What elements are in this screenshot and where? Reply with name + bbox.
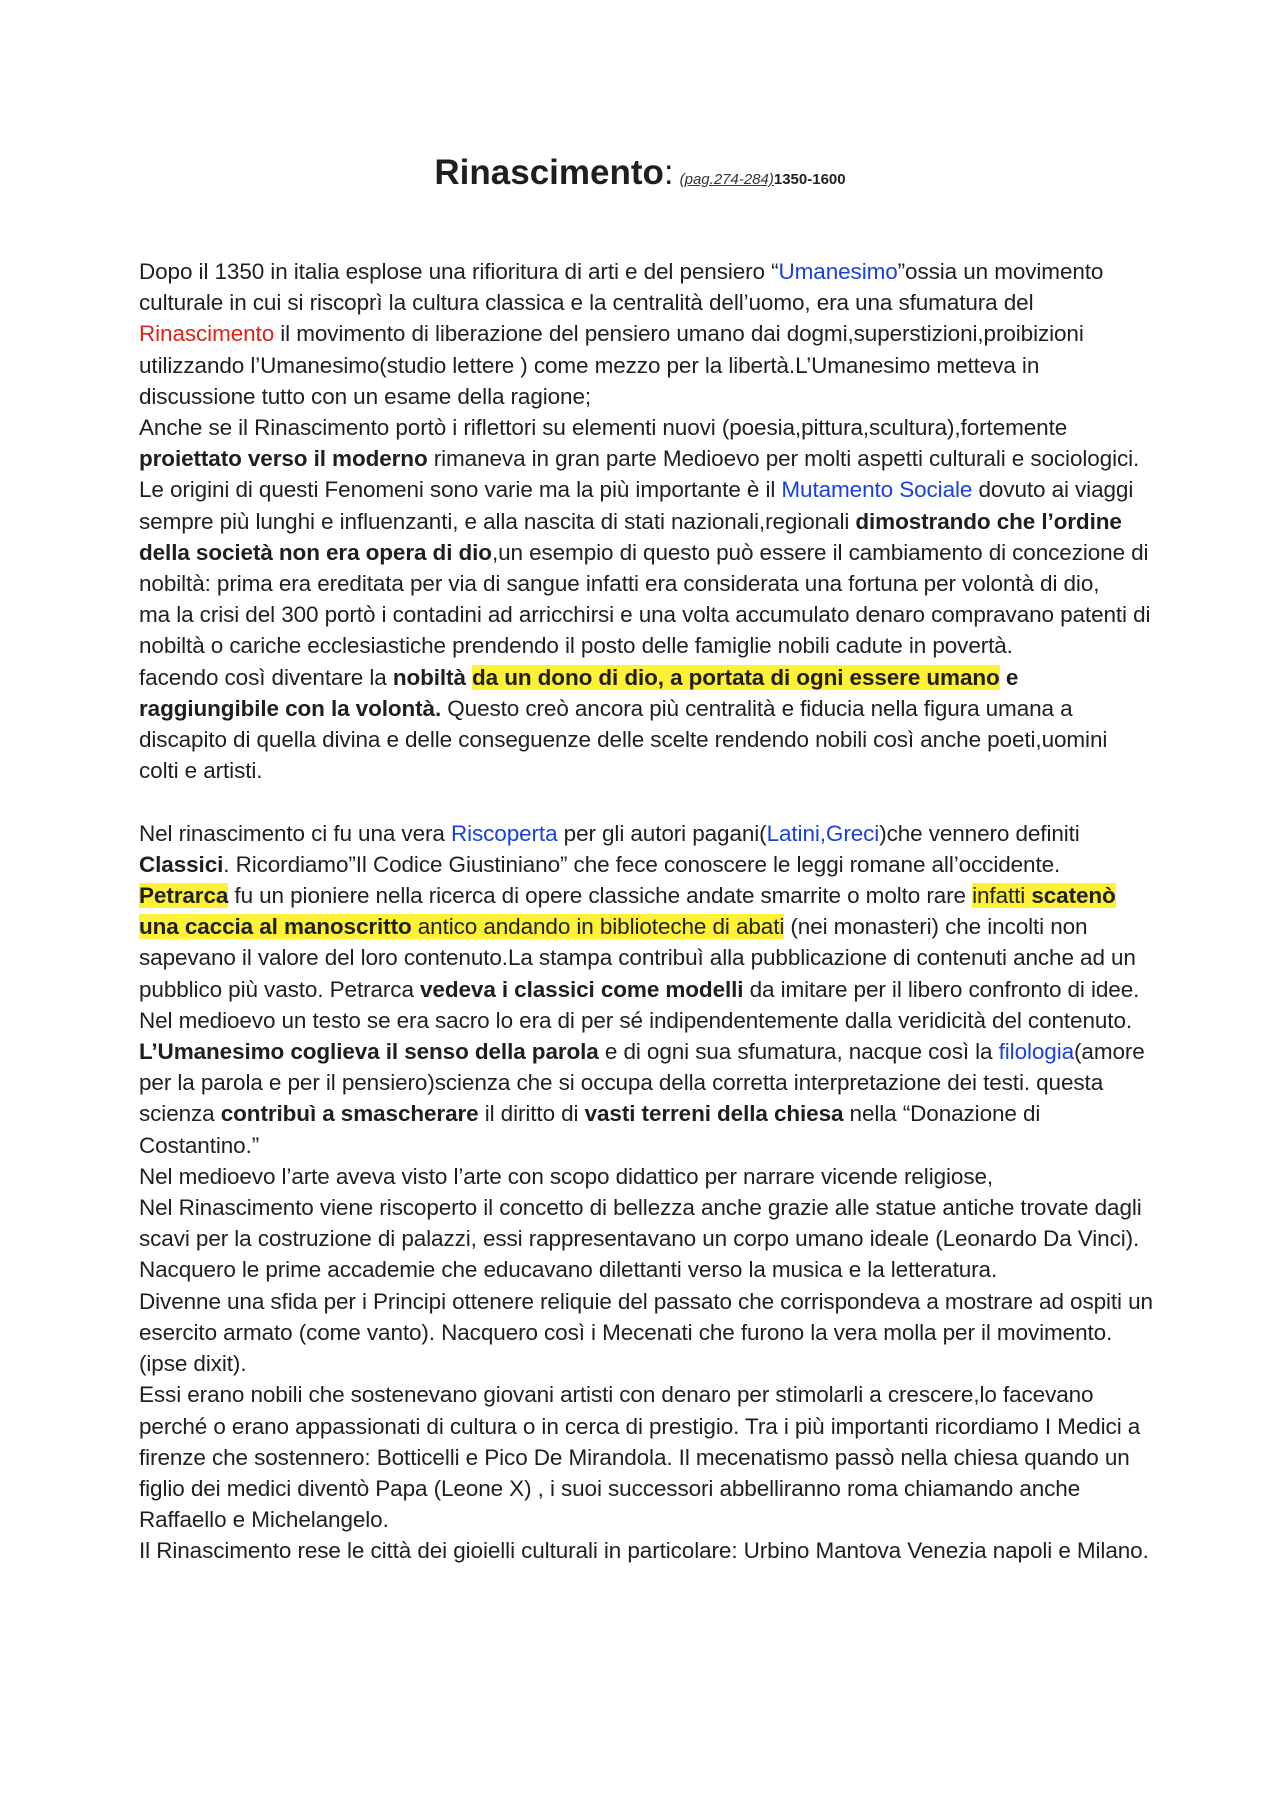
text-line: discapito di quella divina e delle conseguenze delle scelte rendendo nobili così anche poeti,uomini <box>139 727 1108 753</box>
keyword-rinascimento: Rinascimento <box>139 321 275 347</box>
text-line: Essi erano nobili che sostenevano giovani artisti con denaro per stimolarli a crescere,lo facevano <box>139 1382 1094 1408</box>
text-line: Il Rinascimento rese le città dei gioielli culturali in particolare: Urbino Mantova Venezia napoli e Milano. <box>139 1538 1149 1564</box>
text-line: colti e artisti. <box>139 758 263 784</box>
paragraph-gap <box>139 786 1219 817</box>
keyword-riscoperta: Riscoperta <box>450 820 558 846</box>
keyword-filologia: filologia <box>998 1039 1075 1065</box>
keyword-latini-greci: Latini,Greci <box>766 820 880 846</box>
text-line: Raffaello e Michelangelo. <box>139 1507 389 1533</box>
text-line: L’Umanesimo coglieva il senso della parola e di ogni sua sfumatura, nacque così la filologia(amore <box>139 1039 1145 1065</box>
highlight-text: una caccia al manoscritto <box>139 914 412 940</box>
text-line: Nel Rinascimento viene riscoperto il concetto di bellezza anche grazie alle statue antiche trovate dagli <box>139 1195 1142 1221</box>
text-line: figlio dei medici diventò Papa (Leone X) , i suoi successori abbelliranno roma chiamando anche <box>139 1475 1081 1501</box>
text-line: Nel rinascimento ci fu una vera Riscoperta per gli autori pagani(Latini,Greci)che vennero definiti <box>139 820 1080 846</box>
text-line: pubblico più vasto. Petrarca vedeva i classici come modelli da imitare per il libero confronto di idee. <box>139 976 1140 1002</box>
page-reference: (pag.274-284) <box>679 171 774 188</box>
text-line: proiettato verso il moderno rimaneva in gran parte Medioevo per molti aspetti culturali e sociologici. <box>139 446 1140 472</box>
highlight-text: antico andando in biblioteche di abati <box>411 914 785 940</box>
text-line: Rinascimento il movimento di liberazione del pensiero umano dai dogmi,superstizioni,proibizioni <box>139 321 1084 347</box>
text-line: culturale in cui si riscoprì la cultura classica e la centralità dell’uomo, era una sfumatura del <box>139 290 1034 316</box>
document-title <box>0 153 1280 193</box>
text-line: facendo così diventare la nobiltà da un dono di dio, a portata di ogni essere umano e <box>139 664 1019 690</box>
text-line: Classici. Ricordiamo”Il Codice Giustiniano” che fece conoscere le leggi romane all’occidente. <box>139 851 1061 877</box>
text-line: nobiltà o cariche ecclesiastiche prendendo il posto delle famiglie nobili cadute in povertà. <box>139 633 1013 659</box>
text-line: Divenne una sfida per i Principi ottenere reliquie del passato che corrispondeva a mostrare ad ospiti un <box>139 1288 1153 1314</box>
text-line: ma la crisi del 300 portò i contadini ad arricchirsi e una volta accumulato denaro compravano patenti di <box>139 602 1151 628</box>
text-line: una caccia al manoscritto antico andando in biblioteche di abati (nei monasteri) che incolti non <box>139 914 1088 940</box>
title-text: Rinascimento <box>434 153 664 192</box>
text-line: scienza contribuì a smascherare il diritto di vasti terreni della chiesa nella “Donazione di <box>139 1101 1041 1127</box>
keyword-mutamento-sociale: Mutamento Sociale <box>781 477 973 503</box>
text-line: utilizzando l’Umanesimo(studio lettere ) come mezzo per la libertà.L’Umanesimo metteva in <box>139 352 1040 378</box>
text-line: scavi per la costruzione di palazzi, essi rappresentavano un corpo umano ideale (Leonardo Da Vinci). <box>139 1226 1140 1252</box>
highlight-text: scatenò <box>1031 883 1116 909</box>
highlight-text: infatti <box>972 883 1032 909</box>
text-line: Dopo il 1350 in italia esplose una rifioritura di arti e del pensiero “Umanesimo”ossia un movimento <box>139 259 1104 284</box>
text-line: per la parola e per il pensiero)scienza che si occupa della corretta interpretazione dei testi. questa <box>139 1070 1104 1096</box>
text-line: Costantino.” <box>139 1132 260 1158</box>
text-line: sapevano il valore del loro contenuto.La stampa contribuì alla pubblicazione di contenuti anche ad un <box>139 945 1136 971</box>
text-line: (ipse dixit). <box>139 1351 247 1377</box>
text-line: firenze che sostennero: Botticelli e Pico De Mirandola. Il mecenatismo passò nella chiesa quando un <box>139 1444 1130 1470</box>
text-line: raggiungibile con la volontà. Questo creò ancora più centralità e fiducia nella figura umana a <box>139 695 1073 721</box>
text-line: Le origini di questi Fenomeni sono varie ma la più importante è il Mutamento Sociale dovuto ai viaggi <box>139 477 1134 503</box>
document-body <box>139 256 1219 1567</box>
title-years: 1350-1600 <box>773 171 846 188</box>
title-colon: : <box>663 153 674 192</box>
text-line: Petrarca fu un pioniere nella ricerca di opere classiche andate smarrite o molto rare infatti scatenò <box>139 883 1116 909</box>
highlight-text: da un dono di dio, a portata di ogni essere umano <box>472 664 1000 690</box>
text-line: Nacquero le prime accademie che educavano dilettanti verso la musica e la letteratura. <box>139 1257 998 1283</box>
text-line: della società non era opera di dio,un esempio di questo può essere il cambiamento di concezione di <box>139 539 1149 565</box>
text-line: Nel medioevo l’arte aveva visto l’arte con scopo didattico per narrare vicende religiose, <box>139 1163 994 1189</box>
text-line: sempre più lunghi e influenzanti, e alla nascita di stati nazionali,regionali dimostrando che l’ordine <box>139 508 1122 534</box>
text-line: esercito armato (come vanto). Nacquero così i Mecenati che furono la vera molla per il movimento. <box>139 1319 1113 1345</box>
text-line: Anche se il Rinascimento portò i riflettori su elementi nuovi (poesia,pittura,scultura),fortemente <box>139 415 1068 441</box>
keyword-umanesimo: Umanesimo <box>778 259 898 284</box>
text-line: perché o erano appassionati di cultura o in cerca di prestigio. Tra i più importanti ricordiamo I Medici a <box>139 1413 1141 1439</box>
text-line: nobiltà: prima era ereditata per via di sangue infatti era considerata una fortuna per volontà di dio, <box>139 571 1100 597</box>
text-line: discussione tutto con un esame della ragione; <box>139 383 592 409</box>
highlight-petrarca: Petrarca <box>139 883 229 909</box>
text-line: Nel medioevo un testo se era sacro lo era di per sé indipendentemente dalla veridicità del contenuto. <box>139 1007 1133 1033</box>
